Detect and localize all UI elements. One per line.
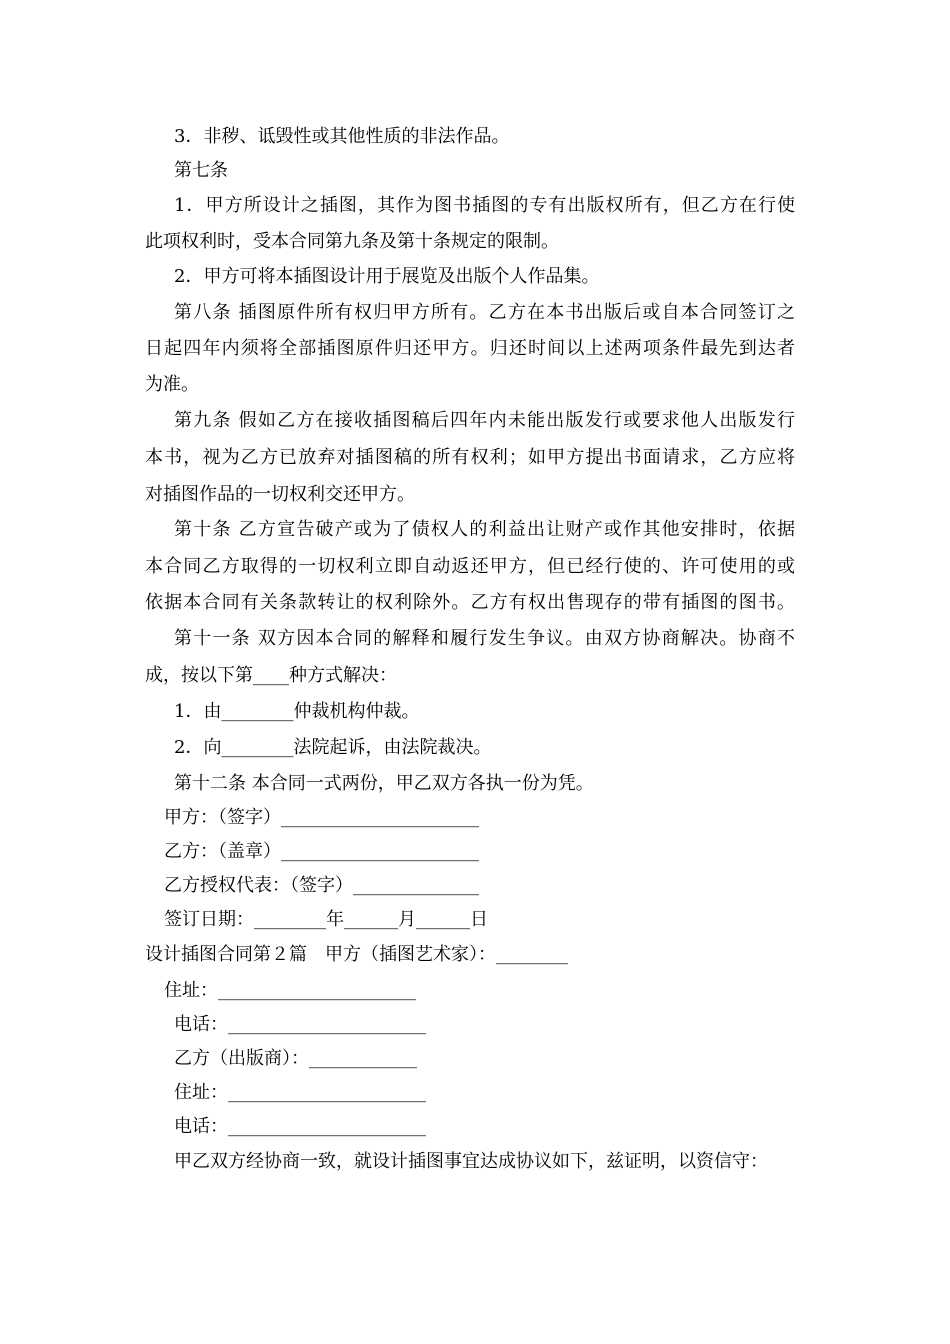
article-10-line-2: 本合同乙方取得的一切权利立即自动返还甲方，但已经行使的、许可使用的或 [145, 556, 795, 577]
agreement-intro: 甲乙双方经协商一致，就设计插图事宜达成协议如下，兹证明，以资信守： [174, 1151, 768, 1172]
text-line-4: 此项权利时，受本合同第九条及第十条规定的限制。 [145, 231, 559, 252]
party-b-seal: 乙方：（盖章）______________________ [164, 841, 479, 862]
party-a-signature: 甲方：（签字）______________________ [164, 807, 479, 828]
article-12: 第十二条 本合同一式两份，甲乙双方各执一份为凭。 [174, 773, 594, 794]
court-option: 2．向________法院起诉，由法院裁决。 [174, 737, 492, 758]
text-line-3: 1．甲方所设计之插图，其作为图书插图的专有出版权所有，但乙方在行使 [174, 195, 795, 216]
party-b-phone: 电话：______________________ [174, 1116, 426, 1137]
article-9-line-3: 对插图作品的一切权利交还甲方。 [145, 484, 415, 505]
article-10-line-1: 第十条 乙方宣告破产或为了债权人的利益出让财产或作其他安排时，依据 [174, 519, 795, 540]
party-a-phone: 电话：______________________ [174, 1014, 426, 1035]
party-b-publisher: 乙方（出版商）：____________ [174, 1048, 417, 1069]
article-heading-7: 第七条 [174, 160, 228, 181]
party-b-representative: 乙方授权代表：（签字）______________ [164, 875, 479, 896]
article-8-line-1: 第八条 插图原件所有权归甲方所有。乙方在本书出版后或自本合同签订之 [174, 302, 795, 323]
contract-2-title: 设计插图合同第２篇 甲方（插图艺术家）：________ [145, 944, 568, 965]
article-8-line-3: 为准。 [145, 374, 199, 395]
party-b-address: 住址：______________________ [174, 1082, 426, 1103]
article-9-line-1: 第九条 假如乙方在接收插图稿后四年内未能出版发行或要求他人出版发行 [174, 410, 795, 431]
signing-date: 签订日期：________年______月______日 [164, 909, 488, 930]
text-line-1: 3．非秽、诋毁性或其他性质的非法作品。 [174, 126, 510, 147]
text-line-5: 2．甲方可将本插图设计用于展览及出版个人作品集。 [174, 266, 600, 287]
article-8-line-2: 日起四年内须将全部插图原件归还甲方。归还时间以上述两项条件最先到达者 [145, 338, 795, 359]
arbitration-option: 1．由________仲裁机构仲裁。 [174, 701, 420, 722]
article-11-line-1: 第十一条 双方因本合同的解释和履行发生争议。由双方协商解决。协商不 [174, 628, 795, 649]
article-11-line-2: 成，按以下第____种方式解决： [145, 665, 397, 686]
party-a-address: 住址：______________________ [164, 980, 416, 1001]
article-10-line-3: 依据本合同有关条款转让的权利除外。乙方有权出售现存的带有插图的图书。 [145, 592, 795, 613]
article-9-line-2: 本书，视为乙方已放弃对插图稿的所有权利；如甲方提出书面请求，乙方应将 [145, 447, 795, 468]
